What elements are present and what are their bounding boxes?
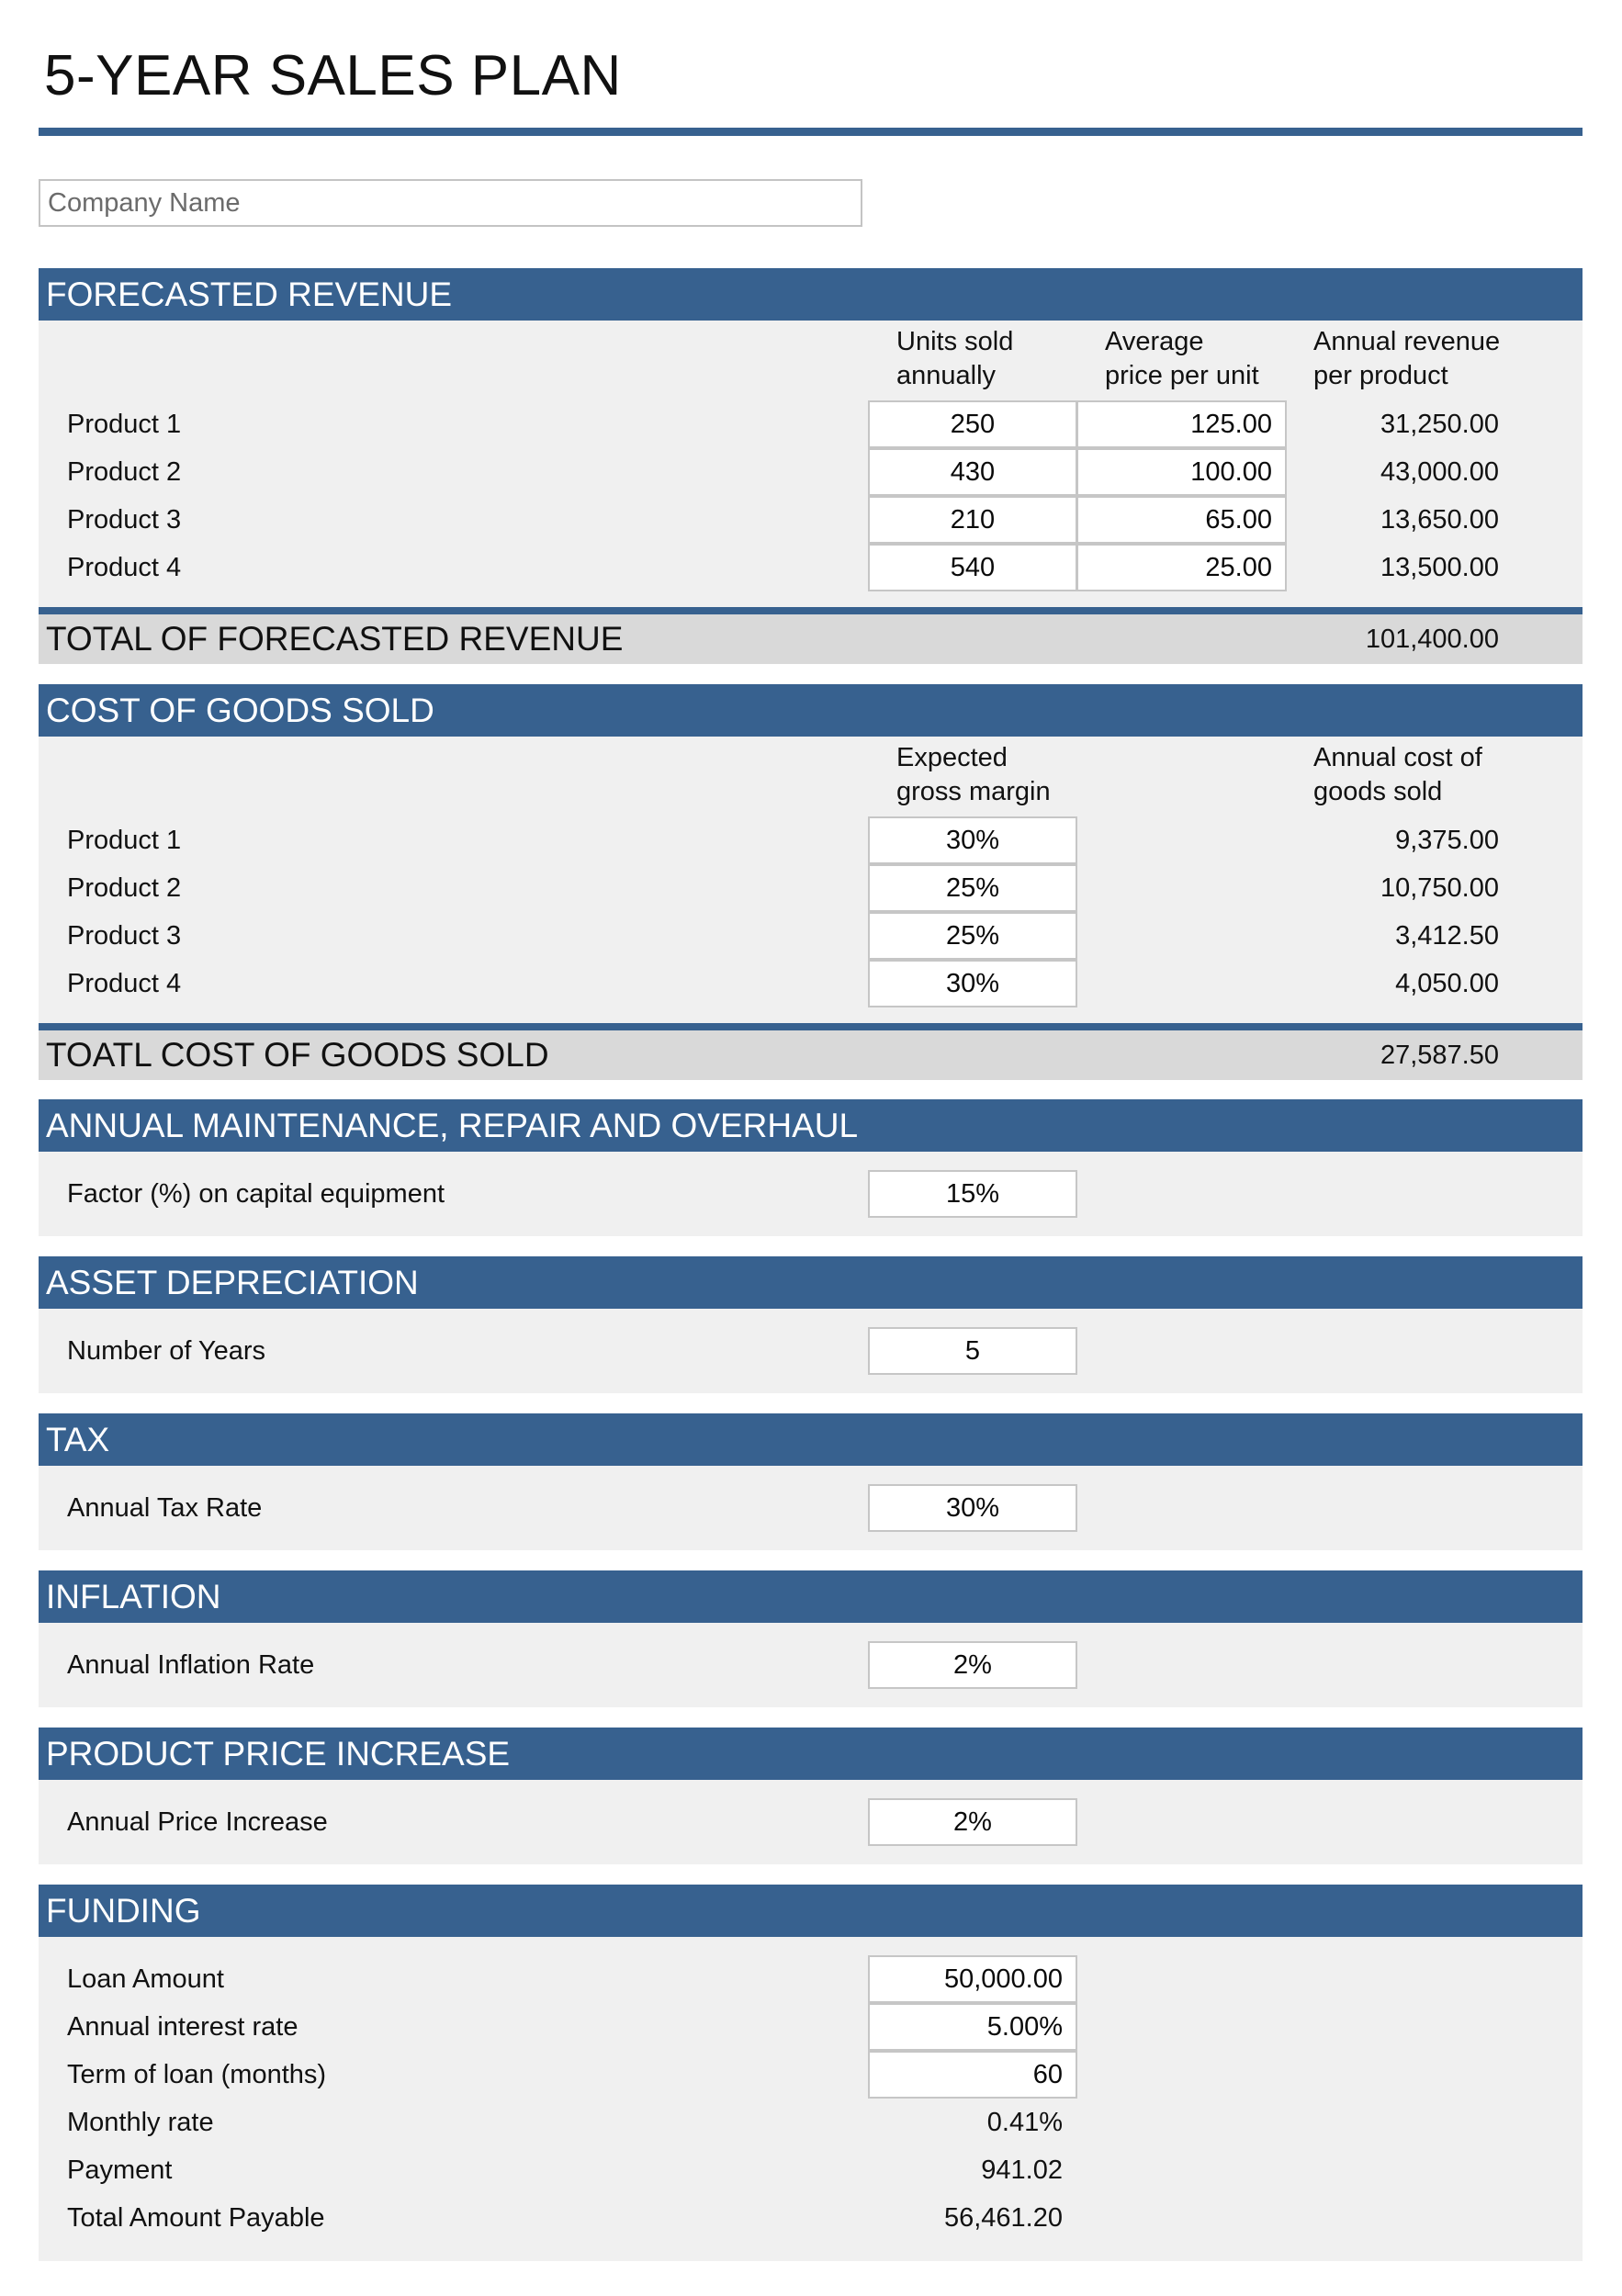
product-1-revenue: 31,250.00 [1380, 410, 1499, 439]
product-3-cost: 3,412.50 [1395, 921, 1499, 951]
col-header-units: Units sold annually [896, 327, 1014, 390]
cogs-product-1-label: Product 1 [67, 826, 182, 855]
section-header-asset-depreciation: ASSET DEPRECIATION [39, 1256, 1583, 1309]
depreciation-years-cell[interactable]: 5 [868, 1327, 1077, 1375]
product-3-label: Product 3 [67, 505, 182, 535]
product-3-margin-cell[interactable]: 25% [868, 912, 1077, 960]
inflation-rate-cell[interactable]: 2% [868, 1641, 1077, 1689]
tax-section [39, 1466, 1583, 1550]
inflation-section [39, 1623, 1583, 1707]
payment-label: Payment [67, 2155, 173, 2185]
loan-amount-cell[interactable]: 50,000.00 [868, 1955, 1077, 2003]
depreciation-years-label: Number of Years [67, 1336, 266, 1366]
funding-section [39, 1937, 1583, 2261]
section-header-price-increase: PRODUCT PRICE INCREASE [39, 1728, 1583, 1780]
product-2-price-cell[interactable]: 100.00 [1076, 448, 1287, 496]
total-payable-label: Total Amount Payable [67, 2203, 325, 2233]
interest-rate-cell[interactable]: 5.00% [868, 2003, 1077, 2051]
tax-rate-cell[interactable]: 30% [868, 1484, 1077, 1532]
product-4-price-cell[interactable]: 25.00 [1076, 544, 1287, 591]
cogs-total-row [39, 1030, 1583, 1080]
asset-depreciation-section [39, 1309, 1583, 1393]
cogs-product-2-label: Product 2 [67, 873, 182, 903]
revenue-total-label: TOTAL OF FORECASTED REVENUE [46, 620, 624, 658]
section-header-funding: FUNDING [39, 1885, 1583, 1937]
product-2-label: Product 2 [67, 457, 182, 487]
product-1-label: Product 1 [67, 410, 182, 439]
product-2-revenue: 43,000.00 [1380, 457, 1499, 487]
product-3-units-cell[interactable]: 210 [868, 496, 1077, 544]
product-4-cost: 4,050.00 [1395, 969, 1499, 998]
revenue-total-row [39, 614, 1583, 664]
product-1-margin-cell[interactable]: 30% [868, 816, 1077, 864]
section-header-maintenance: ANNUAL MAINTENANCE, REPAIR AND OVERHAUL [39, 1099, 1583, 1152]
product-3-revenue: 13,650.00 [1380, 505, 1499, 535]
section-header-tax: TAX [39, 1413, 1583, 1466]
loan-term-label: Term of loan (months) [67, 2060, 327, 2089]
tax-rate-label: Annual Tax Rate [67, 1493, 263, 1523]
product-4-revenue: 13,500.00 [1380, 553, 1499, 582]
cogs-total-value: 27,587.50 [1380, 1041, 1499, 1070]
price-increase-label: Annual Price Increase [67, 1807, 328, 1837]
section-header-forecasted-revenue: FORECASTED REVENUE [39, 268, 1583, 321]
product-4-margin-cell[interactable]: 30% [868, 960, 1077, 1007]
loan-term-cell[interactable]: 60 [868, 2051, 1077, 2099]
monthly-rate-value: 0.41% [986, 2108, 1063, 2137]
section-header-inflation: INFLATION [39, 1570, 1583, 1623]
payment-value: 941.02 [981, 2155, 1063, 2185]
product-4-units-cell[interactable]: 540 [868, 544, 1077, 591]
cogs-product-3-label: Product 3 [67, 921, 182, 951]
title-divider [39, 128, 1583, 136]
price-increase-cell[interactable]: 2% [868, 1798, 1077, 1846]
product-1-units-cell[interactable]: 250 [868, 400, 1077, 448]
forecasted-revenue-section [39, 321, 1583, 607]
revenue-total-value: 101,400.00 [1365, 625, 1499, 654]
company-name-input[interactable] [39, 179, 862, 227]
cogs-total-label: TOATL COST OF GOODS SOLD [46, 1036, 549, 1074]
col-header-price: Average price per unit [1105, 327, 1259, 390]
col-header-annual-cost: Annual cost of goods sold [1313, 743, 1482, 806]
product-2-cost: 10,750.00 [1380, 873, 1499, 903]
col-header-gross-margin: Expected gross margin [896, 743, 1051, 806]
loan-amount-label: Loan Amount [67, 1964, 224, 1994]
product-4-label: Product 4 [67, 553, 182, 582]
product-1-cost: 9,375.00 [1395, 826, 1499, 855]
page-title: 5-YEAR SALES PLAN [44, 44, 622, 107]
monthly-rate-label: Monthly rate [67, 2108, 214, 2137]
col-header-annual-revenue: Annual revenue per product [1313, 327, 1501, 390]
price-increase-section [39, 1780, 1583, 1864]
total-payable-value: 56,461.20 [943, 2203, 1063, 2233]
product-3-price-cell[interactable]: 65.00 [1076, 496, 1287, 544]
maintenance-factor-label: Factor (%) on capital equipment [67, 1179, 445, 1209]
section-header-cost-of-goods-sold: COST OF GOODS SOLD [39, 684, 1583, 737]
cost-of-goods-sold-section [39, 737, 1583, 1023]
product-2-units-cell[interactable]: 430 [868, 448, 1077, 496]
cogs-product-4-label: Product 4 [67, 969, 182, 998]
maintenance-section [39, 1152, 1583, 1236]
interest-rate-label: Annual interest rate [67, 2012, 298, 2042]
cogs-total-divider [39, 1023, 1583, 1030]
revenue-total-divider [39, 607, 1583, 614]
product-2-margin-cell[interactable]: 25% [868, 864, 1077, 912]
product-1-price-cell[interactable]: 125.00 [1076, 400, 1287, 448]
inflation-rate-label: Annual Inflation Rate [67, 1650, 315, 1680]
maintenance-factor-cell[interactable]: 15% [868, 1170, 1077, 1218]
